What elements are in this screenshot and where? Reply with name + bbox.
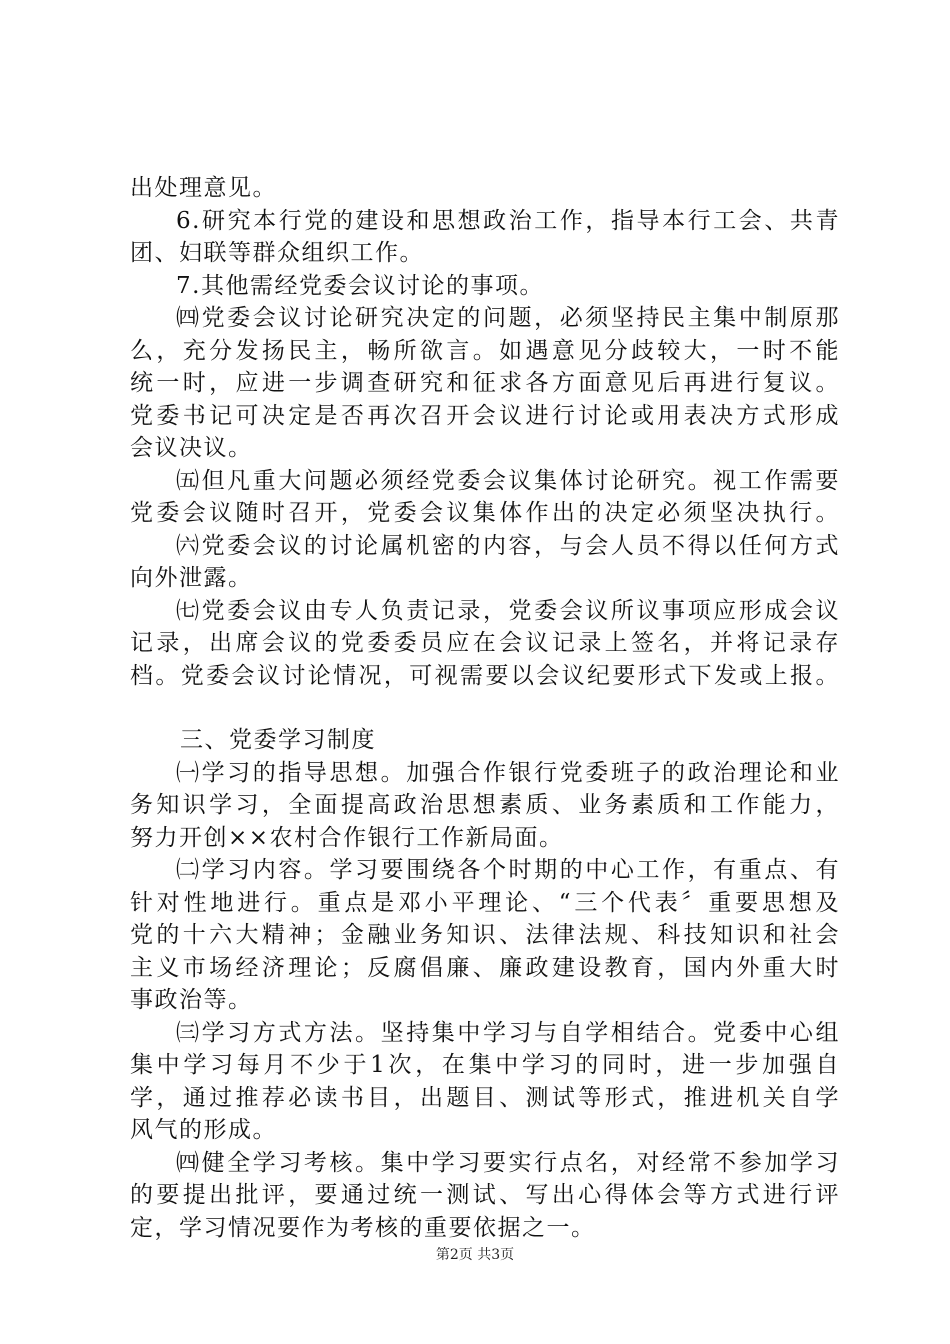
text-line: 主义市场经济理论；反腐倡廉、廉政建设教育，国内外重大时 — [130, 954, 840, 981]
text-line: ㈡学习内容。学习要围绕各个时期的中心工作，有重点、有 — [176, 857, 840, 883]
text-line: 党的十六大精神；金融业务知识、法律法规、科技知识和社会 — [130, 922, 840, 948]
text-line: 事政治等。 — [130, 987, 253, 1013]
section-heading: 三、党委学习制度 — [180, 727, 376, 753]
text-line: 学，通过推荐必读书目，出题目、测试等形式，推进机关自学 — [130, 1084, 840, 1111]
text-line: ㈠学习的指导思想。加强合作银行党委班子的政治理论和业 — [176, 759, 840, 786]
text-line: 党委会议随时召开，党委会议集体作出的决定必须坚决执行。 — [130, 500, 840, 526]
text-line: ㈢学习方式方法。坚持集中学习与自学相结合。党委中心组 — [176, 1019, 840, 1046]
text-line: 努力开创××农村合作银行工作新局面。 — [130, 824, 564, 851]
page-number-footer: 第2页 共3页 — [435, 1247, 515, 1263]
text-line: 党委书记可决定是否再次召开会议进行讨论或用表决方式形成 — [130, 402, 840, 429]
text-line: 定，学习情况要作为考核的重要依据之一。 — [130, 1214, 596, 1241]
text-line: ㈣健全学习考核。集中学习要实行点名，对经常不参加学习 — [176, 1149, 840, 1176]
paragraph-gap — [130, 692, 840, 724]
text-line: ㈦党委会议由专人负责记录，党委会议所议事项应形成会议 — [176, 597, 840, 624]
text-line: 7.其他需经党委会议讨论的事项。 — [176, 272, 544, 299]
text-line: ㈤但凡重大问题必须经党委会议集体讨论研究。视工作需要 — [176, 467, 840, 494]
text-line: 么，充分发扬民主，畅所欲言。如遇意见分歧较大，一时不能 — [130, 337, 840, 364]
text-line: 出处理意见。 — [130, 175, 277, 201]
document-body — [130, 172, 840, 1244]
text-line: 团、妇联等群众组织工作。 — [130, 240, 424, 266]
text-line: 记录，出席会议的党委委员应在会议记录上签名，并将记录存 — [130, 630, 840, 656]
text-line: 会议决议。 — [130, 435, 253, 461]
text-line: 针对性地进行。重点是邓小平理论、“三个代表〞重要思想及 — [130, 889, 840, 916]
text-line: 向外泄露。 — [130, 565, 253, 591]
text-line: ㈥党委会议的讨论属机密的内容，与会人员不得以任何方式 — [176, 532, 840, 559]
text-line: 档。党委会议讨论情况，可视需要以会议纪要形式下发或上报。 — [130, 662, 840, 689]
text-line: ㈣党委会议讨论研究决定的问题，必须坚持民主集中制原那 — [176, 305, 840, 331]
text-line: 集中学习每月不少于1次，在集中学习的同时，进一步加强自 — [130, 1052, 840, 1078]
text-line: 风气的形成。 — [130, 1117, 277, 1143]
text-line: 务知识学习，全面提高政治思想素质、业务素质和工作能力， — [130, 792, 840, 818]
text-line: 6.研究本行党的建设和思想政治工作，指导本行工会、共青 — [176, 207, 840, 234]
text-line: 的要提出批评，要通过统一测试、写出心得体会等方式进行评 — [130, 1182, 840, 1208]
text-line: 统一时，应进一步调查研究和征求各方面意见后再进行复议。 — [130, 370, 840, 396]
